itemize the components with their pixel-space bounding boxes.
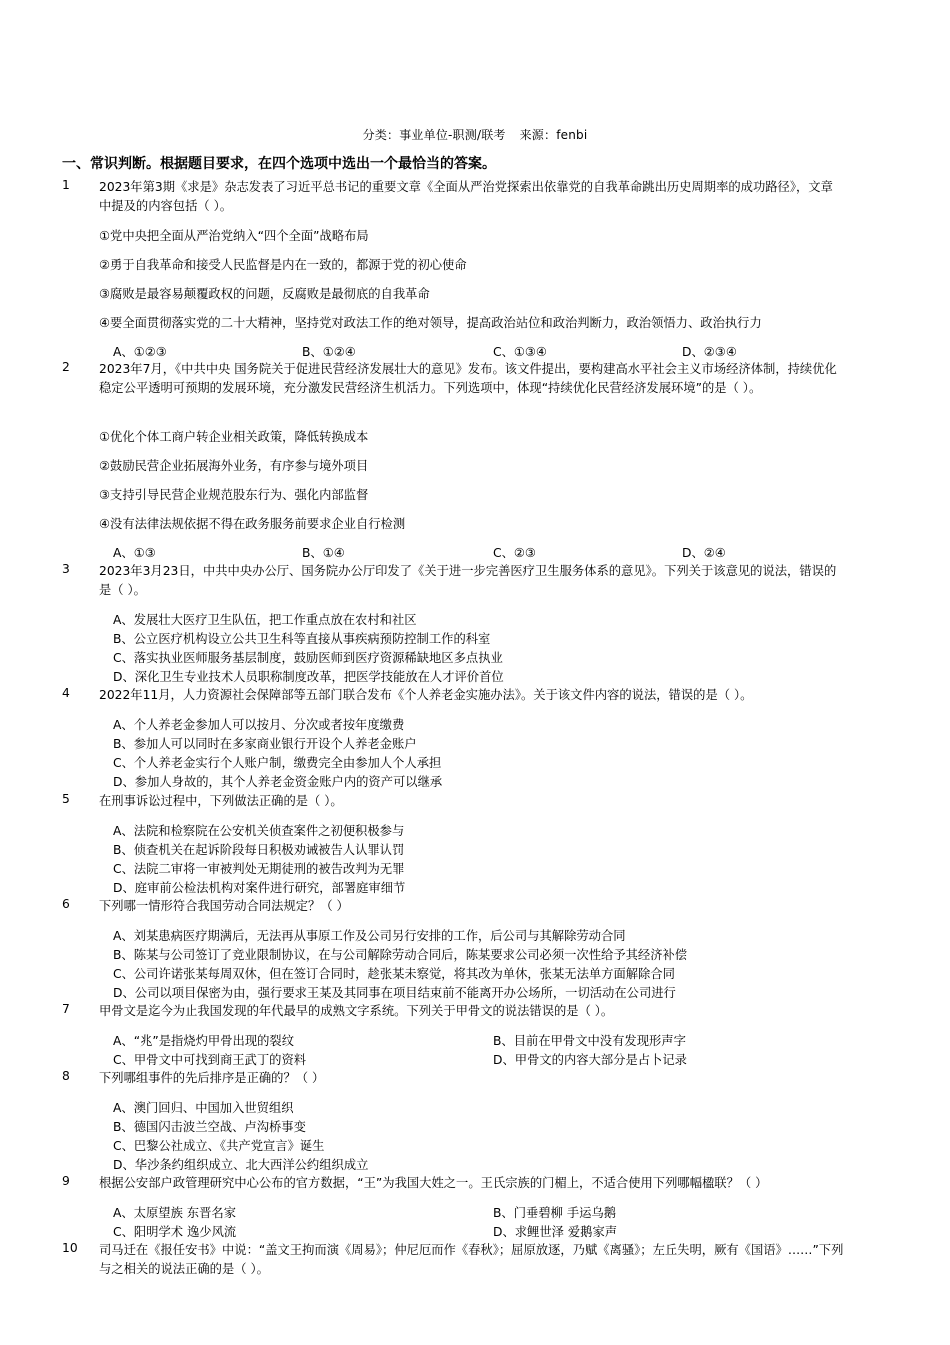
question-number: 5 (62, 792, 70, 806)
statement-item: ④要全面贯彻落实党的二十大精神，坚持党对政法工作的绝对领导，提高政治站位和政治判断力，政治领悟力、政治执行力 (99, 316, 762, 330)
question-text: 在刑事诉讼过程中，下列做法正确的是（ ）。 (99, 794, 343, 808)
question-text: 下列哪一情形符合我国劳动合同法规定？（ ） (99, 899, 349, 913)
statement-item: ④没有法律法规依据不得在政务服务前要求企业自行检测 (99, 517, 406, 531)
option-d[interactable]: D、②③④ (682, 345, 737, 359)
option-d[interactable]: D、庭审前公检法机构对案件进行研究，部署庭审细节 (113, 881, 406, 895)
question-text: 下列哪组事件的先后排序是正确的？（ ） (99, 1071, 325, 1085)
question-number: 8 (62, 1069, 70, 1083)
option-d[interactable]: D、华沙条约组织成立、北大西洋公约组织成立 (113, 1158, 369, 1172)
option-a[interactable]: A、①③ (113, 546, 156, 560)
option-a[interactable]: A、发展壮大医疗卫生队伍，把工作重点放在农村和社区 (113, 613, 417, 627)
option-b[interactable]: B、①②④ (302, 345, 356, 359)
question-text: 2022年11月，人力资源社会保障部等五部门联合发布《个人养老金实施办法》。关于该文件内容的说法，错误的是（ ）。 (99, 688, 753, 702)
option-d[interactable]: D、②④ (682, 546, 726, 560)
option-c[interactable]: C、公司许诺张某每周双休，但在签订合同时，趁张某未察觉，将其改为单休，张某无法单方面解除合同 (113, 967, 675, 981)
section-title: 一、常识判断。根据题目要求，在四个选项中选出一个最恰当的答案。 (62, 156, 496, 172)
question-text: 2023年3月23日，中共中央办公厅、国务院办公厅印发了《关于进一步完善医疗卫生服务体系的意见》。下列关于该意见的说法，错误的是（ ）。 (99, 564, 837, 597)
category-label: 分类：事业单位-职测/联考 (362, 128, 506, 142)
option-b[interactable]: B、①④ (302, 546, 345, 560)
option-c[interactable]: C、个人养老金实行个人账户制，缴费完全由参加人个人承担 (113, 756, 442, 770)
option-d[interactable]: D、公司以项目保密为由，强行要求王某及其同事在项目结束前不能离开办公场所，一切活动在公司进行 (113, 986, 676, 1000)
option-a[interactable]: A、①②③ (113, 345, 167, 359)
question-text: 2023年第3期《求是》杂志发表了习近平总书记的重要文章《全面从严治党探索出依靠党的自我革命跳出历史周期率的成功路径》，文章中提及的内容包括（ ）。 (99, 180, 833, 213)
option-c[interactable]: C、法院二审将一审被判处无期徒刑的被告改判为无罪 (113, 862, 405, 876)
statement-item: ②勇于自我革命和接受人民监督是内在一致的，都源于党的初心使命 (99, 258, 467, 272)
option-b[interactable]: B、侦查机关在起诉阶段每日积极劝诫被告人认罪认罚 (113, 843, 405, 857)
question-number: 7 (62, 1002, 70, 1016)
option-c[interactable]: C、甲骨文中可找到商王武丁的资料 (113, 1053, 307, 1067)
statement-item: ①党中央把全面从严治党纳入“四个全面”战略布局 (99, 229, 369, 243)
option-c[interactable]: C、阳明学术 逸少风流 (113, 1225, 237, 1239)
option-c[interactable]: C、巴黎公社成立、《共产党宣言》诞生 (113, 1139, 325, 1153)
question-number: 10 (62, 1241, 78, 1255)
question-text: 2023年7月，《中共中央 国务院关于促进民营经济发展壮大的意见》发布。该文件提出，要构建高水平社会主义市场经济体制，持续优化稳定公平透明可预期的发展环境，充分激发民营经济生机活力。下列选项中，体现“持续优化民营经济发展环境”的是（ ）。 (99, 362, 837, 395)
option-a[interactable]: A、澳门回归、中国加入世贸组织 (113, 1101, 294, 1115)
option-b[interactable]: B、门垂碧柳 手运乌鹅 (493, 1206, 617, 1220)
question-text: 甲骨文是迄今为止我国发现的年代最早的成熟文字系统。下列关于甲骨文的说法错误的是（ ）。 (99, 1004, 614, 1018)
question-text: 司马迁在《报任安书》中说：“盖文王拘而演《周易》；仲尼厄而作《春秋》；屈原放逐，乃赋《离骚》；左丘失明，厥有《国语》……”下列与之相关的说法正确的是（ ）。 (99, 1243, 844, 1276)
option-a[interactable]: A、刘某患病医疗期满后，无法再从事原工作及公司另行安排的工作，后公司与其解除劳动合同 (113, 929, 626, 943)
option-c[interactable]: C、②③ (493, 546, 536, 560)
question-number: 3 (62, 562, 70, 576)
question-number: 4 (62, 686, 70, 700)
option-a[interactable]: A、法院和检察院在公安机关侦查案件之初便积极参与 (113, 824, 405, 838)
question-number: 2 (62, 360, 70, 374)
option-b[interactable]: B、陈某与公司签订了竞业限制协议，在与公司解除劳动合同后，陈某要求公司必须一次性给予其经济补偿 (113, 948, 688, 962)
statement-item: ②鼓励民营企业拓展海外业务，有序参与境外项目 (99, 459, 369, 473)
question-number: 9 (62, 1174, 70, 1188)
option-a[interactable]: A、“兆”是指烧灼甲骨出现的裂纹 (113, 1034, 295, 1048)
option-a[interactable]: A、太原望族 东晋名家 (113, 1206, 236, 1220)
statement-item: ③支持引导民营企业规范股东行为、强化内部监督 (99, 488, 369, 502)
question-number: 6 (62, 897, 70, 911)
question-text: 根据公安部户政管理研究中心公布的官方数据，“王”为我国大姓之一。王氏宗族的门楣上，不适合使用下列哪幅楹联？（ ） (99, 1176, 768, 1190)
option-d[interactable]: D、求鲤世泽 爱鹅家声 (493, 1225, 618, 1239)
option-d[interactable]: D、深化卫生专业技术人员职称制度改革，把医学技能放在人才评价首位 (113, 670, 504, 684)
option-b[interactable]: B、目前在甲骨文中没有发现形声字 (493, 1034, 686, 1048)
option-c[interactable]: C、落实执业医师服务基层制度，鼓励医师到医疗资源稀缺地区多点执业 (113, 651, 503, 665)
option-b[interactable]: B、参加人可以同时在多家商业银行开设个人养老金账户 (113, 737, 417, 751)
option-a[interactable]: A、个人养老金参加人可以按月、分次或者按年度缴费 (113, 718, 405, 732)
source-label: 来源：fenbi (519, 128, 588, 142)
document-meta (0, 126, 950, 143)
statement-item: ①优化个体工商户转企业相关政策，降低转换成本 (99, 430, 369, 444)
option-b[interactable]: B、公立医疗机构设立公共卫生科等直接从事疾病预防控制工作的科室 (113, 632, 491, 646)
option-d[interactable]: D、参加人身故的，其个人养老金资金账户内的资产可以继承 (113, 775, 443, 789)
option-c[interactable]: C、①③④ (493, 345, 547, 359)
question-number: 1 (62, 178, 70, 192)
option-d[interactable]: D、甲骨文的内容大部分是占卜记录 (493, 1053, 687, 1067)
option-b[interactable]: B、德国闪击波兰空战、卢沟桥事变 (113, 1120, 306, 1134)
statement-item: ③腐败是最容易颠覆政权的问题，反腐败是最彻底的自我革命 (99, 287, 430, 301)
